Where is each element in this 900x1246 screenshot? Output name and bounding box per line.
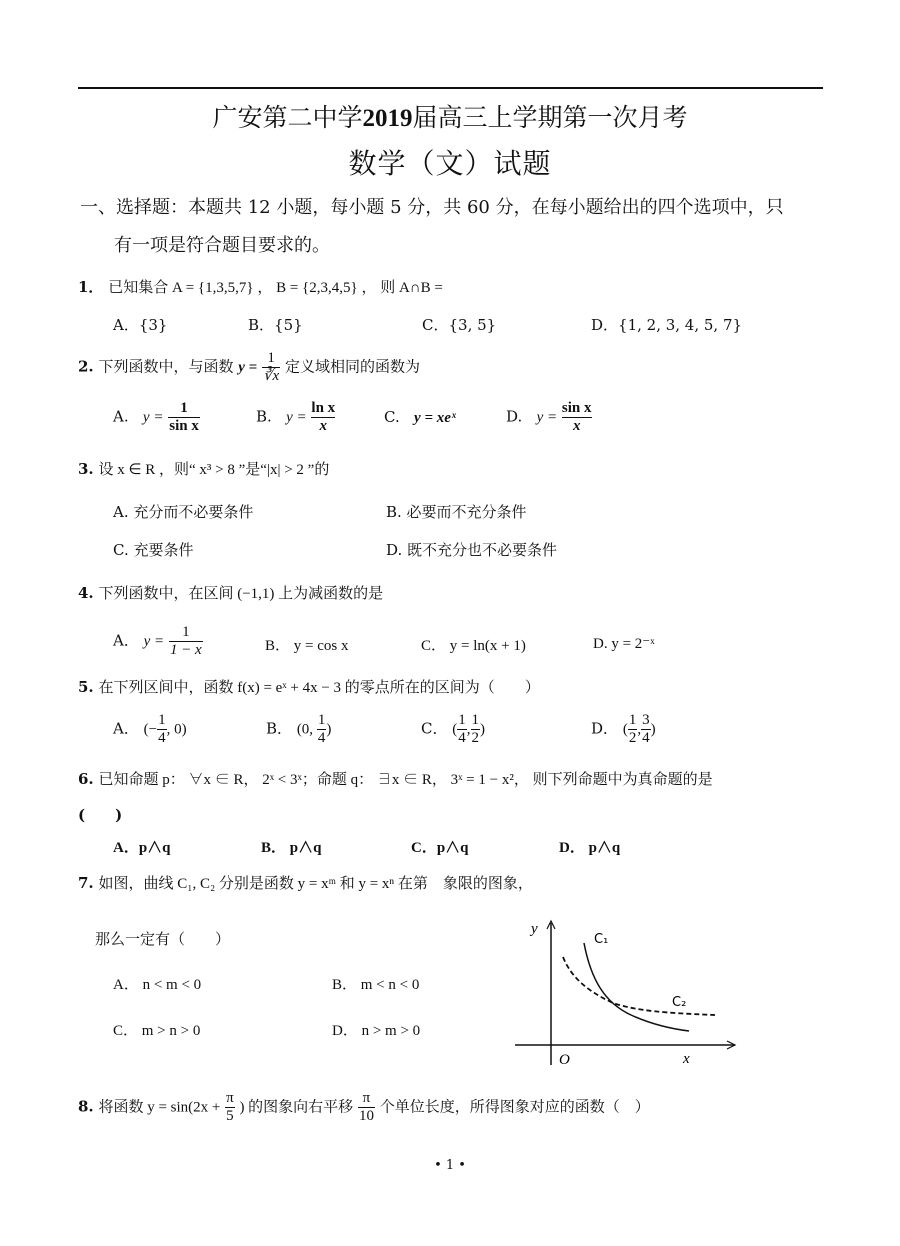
curve-c1: [584, 943, 689, 1031]
q5-option-a: A． (− $\frac{1}{4}$ , 0): [113, 712, 187, 746]
graph-c2-label: C₂: [672, 995, 687, 1010]
q7-option-d: D． n > m > 0: [332, 1023, 421, 1039]
q7-option-c: C． m > n > 0: [113, 1023, 201, 1039]
graph-x-label: x: [683, 1051, 690, 1067]
question-4: 4. 下列函数中，在区间 (−1,1) 上为减函数的是: [78, 584, 384, 602]
q6-option-c: C．p∧q: [411, 840, 469, 856]
q3-option-c: C. 充要条件: [113, 541, 194, 559]
section-heading-line2: 有一项是符合题目要求的。: [114, 235, 330, 256]
question-1-text: 已知集合 A = {1,3,5,7} ， B = {2,3,4,5} ， 则 A∩B =: [108, 280, 443, 296]
graph-y-label: y: [531, 921, 538, 937]
q6-option-d: D． p∧q: [559, 840, 621, 856]
question-8: 8. 将函数 y = sin(2x + $\frac{\pi}{5}$ ) 的图象向右平移 $\frac{\pi}{10}$ 个单位长度，所得图象对应的函数（ ）: [78, 1090, 650, 1124]
question-5: 5. 在下列区间中，函数 f(x) = eˣ + 4x − 3 的零点所在的区间为（ ）: [78, 678, 540, 696]
q5-option-c: C． ( $\frac{1}{4}$ , $\frac{1}{2}$ ): [421, 712, 486, 746]
q5-option-d: D． ( $\frac{1}{2}$ , $\frac{3}{4}$ ): [591, 712, 656, 746]
q7-graph: [505, 915, 745, 1070]
q4-option-d: D. y = 2⁻ˣ: [593, 636, 655, 652]
q4-option-b: B． y = cos x: [265, 638, 349, 654]
q7-option-a: A． n < m < 0: [113, 977, 202, 993]
graph-origin-label: O: [559, 1052, 570, 1068]
q4-option-c: C． y = ln(x + 1): [421, 638, 526, 654]
school-title: 广安第二中学2019届高三上学期第一次月考: [212, 103, 688, 132]
question-3: 3. 设 x ∈ R ，则“ x³ > 8 ”是“|x| > 2 ”的: [78, 460, 330, 478]
question-2: 2. 下列函数中，与函数 y = $\frac{1}{∛x}$ 定义域相同的函数为: [78, 350, 421, 384]
q6-option-a: A．p∧q: [113, 840, 171, 856]
q4-option-a: A． y = $\frac{1}{1 - x}$: [113, 624, 202, 658]
section-heading-line1: 一、选择题：本题共 12 小题，每小题 5 分，共 60 分，在每小题给出的四个选项中，只: [80, 197, 784, 218]
q1-option-b: B．{5}: [248, 316, 303, 334]
section-heading: [80, 189, 825, 265]
page-number: • 1 •: [434, 1158, 466, 1173]
curve-c2: [563, 957, 715, 1015]
q2-option-c: C. y = xeˣ: [384, 408, 456, 426]
q7-option-b: B． m < n < 0: [332, 977, 420, 993]
q3-option-a: A. 充分而不必要条件: [113, 503, 254, 521]
q5-option-b: B． (0, $\frac{1}{4}$ ): [266, 712, 332, 746]
q3-option-b: B. 必要而不充分条件: [386, 503, 527, 521]
subject-title: 数学（文）试题: [348, 147, 552, 180]
question-1: 1． 已知集合 A = {1,3,5,7} ， B = {2,3,4,5} ， 则 A∩B =: [78, 278, 443, 296]
question-7-text2: 那么一定有（ ）: [95, 930, 231, 948]
question-6: 6. 已知命题 p： ∀x ∈ R， 2ˣ < 3ˣ；命题 q： ∃x ∈ R， 3ˣ = 1 − x²， 则下列命题中为真命题的是: [78, 770, 713, 788]
graph-c1-label: C₁: [594, 932, 609, 947]
question-7: 7. 如图，曲线 C₁, C₂ 分别是函数 y = xᵐ 和 y = xⁿ 在第 象限的图象，: [78, 874, 533, 892]
q1-option-a: A．{3}: [113, 316, 168, 334]
q6-paren: ( ): [78, 806, 123, 824]
top-rule: [78, 87, 823, 89]
q3-option-d: D. 既不充分也不必要条件: [386, 541, 558, 559]
q2-option-a: A. y = $\frac{1}{\text{sin x}}$: [113, 400, 199, 434]
q2-option-d: D. y = $\frac{\text{sin x}}{x}$: [506, 400, 592, 434]
q1-option-d: D．{1, 2, 3, 4, 5, 7}: [591, 316, 743, 334]
q2-option-b: B. y = $\frac{\text{ln x}}{x}$: [256, 400, 336, 434]
q1-option-c: C．{3, 5}: [422, 316, 497, 334]
q6-option-b: B． p∧q: [261, 840, 322, 856]
